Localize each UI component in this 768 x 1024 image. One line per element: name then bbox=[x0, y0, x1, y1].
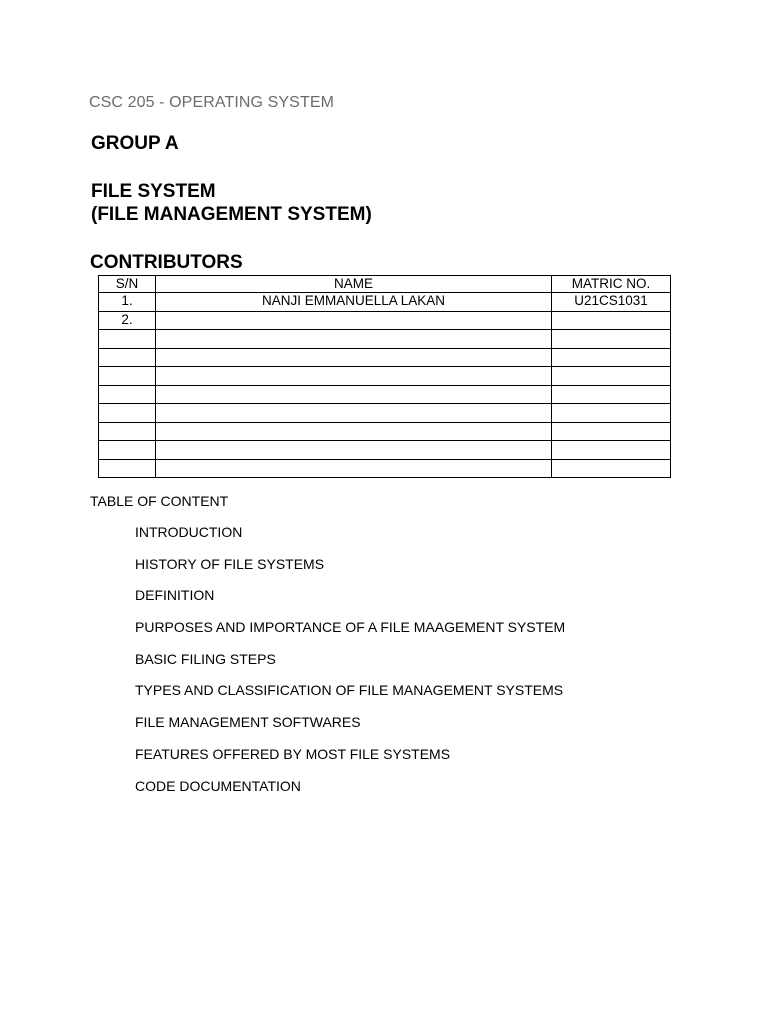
toc-item: CODE DOCUMENTATION bbox=[135, 777, 301, 794]
cell-sn bbox=[99, 459, 156, 478]
table-row bbox=[99, 311, 671, 330]
table-row bbox=[99, 330, 671, 349]
toc-item: INTRODUCTION bbox=[135, 524, 243, 540]
table-header-row bbox=[99, 276, 671, 293]
cell-matric bbox=[552, 422, 671, 441]
toc-item: BASIC FILING STEPS bbox=[135, 650, 276, 667]
toc-item: DEFINITION bbox=[135, 587, 215, 604]
column-header-matric: MATRIC NO. bbox=[552, 276, 671, 293]
column-header-sn: S/N bbox=[99, 276, 156, 293]
toc-item: FILE MANAGEMENT SOFTWARES bbox=[135, 714, 361, 731]
contributors-table bbox=[98, 275, 671, 478]
toc-item: PURPOSES AND IMPORTANCE OF A FILE MAAGEMENT SYSTEM bbox=[135, 619, 566, 636]
toc-item: HISTORY OF FILE SYSTEMS bbox=[135, 555, 325, 572]
cell-name bbox=[156, 385, 552, 404]
cell-matric bbox=[552, 348, 671, 367]
contributors-heading: CONTRIBUTORS bbox=[90, 252, 243, 273]
cell-sn bbox=[99, 441, 156, 460]
toc-title: TABLE OF CONTENT bbox=[90, 493, 229, 509]
table-row bbox=[99, 348, 671, 367]
column-header-name: NAME bbox=[156, 276, 552, 293]
table-row bbox=[99, 367, 671, 386]
cell-matric bbox=[552, 367, 671, 386]
cell-matric bbox=[552, 459, 671, 478]
cell-name bbox=[156, 422, 552, 441]
cell-name bbox=[156, 348, 552, 367]
table-row bbox=[99, 441, 671, 460]
cell-name bbox=[156, 441, 552, 460]
cell-matric bbox=[552, 330, 671, 349]
table-row bbox=[99, 422, 671, 441]
cell-name: NANJI EMMANUELLA LAKAN bbox=[156, 293, 552, 312]
document-title bbox=[91, 180, 372, 226]
cell-sn bbox=[99, 330, 156, 349]
course-title: CSC 205 - OPERATING SYSTEM bbox=[89, 94, 335, 111]
cell-matric: U21CS1031 bbox=[552, 293, 671, 312]
cell-sn bbox=[99, 367, 156, 386]
cell-sn: 1. bbox=[99, 293, 156, 312]
cell-name bbox=[156, 459, 552, 478]
cell-name bbox=[156, 367, 552, 386]
cell-sn bbox=[99, 404, 156, 423]
cell-matric bbox=[552, 385, 671, 404]
cell-name bbox=[156, 404, 552, 423]
cell-sn bbox=[99, 422, 156, 441]
cell-name bbox=[156, 311, 552, 330]
toc-list bbox=[135, 524, 565, 809]
cell-matric bbox=[552, 404, 671, 423]
table-row bbox=[99, 293, 671, 312]
table-row bbox=[99, 404, 671, 423]
toc-item: FEATURES OFFERED BY MOST FILE SYSTEMS bbox=[135, 745, 451, 762]
cell-matric bbox=[552, 311, 671, 330]
cell-sn bbox=[99, 348, 156, 367]
document-title-line-2: (FILE MANAGEMENT SYSTEM) bbox=[91, 204, 372, 225]
cell-sn: 2. bbox=[99, 311, 156, 330]
cell-sn bbox=[99, 385, 156, 404]
group-label: GROUP A bbox=[91, 133, 179, 154]
cell-name bbox=[156, 330, 552, 349]
document-title-line-1: FILE SYSTEM bbox=[91, 181, 216, 202]
toc-item: TYPES AND CLASSIFICATION OF FILE MANAGEMENT SYSTEMS bbox=[135, 682, 564, 699]
table-row bbox=[99, 385, 671, 404]
cell-matric bbox=[552, 441, 671, 460]
table-row bbox=[99, 459, 671, 478]
